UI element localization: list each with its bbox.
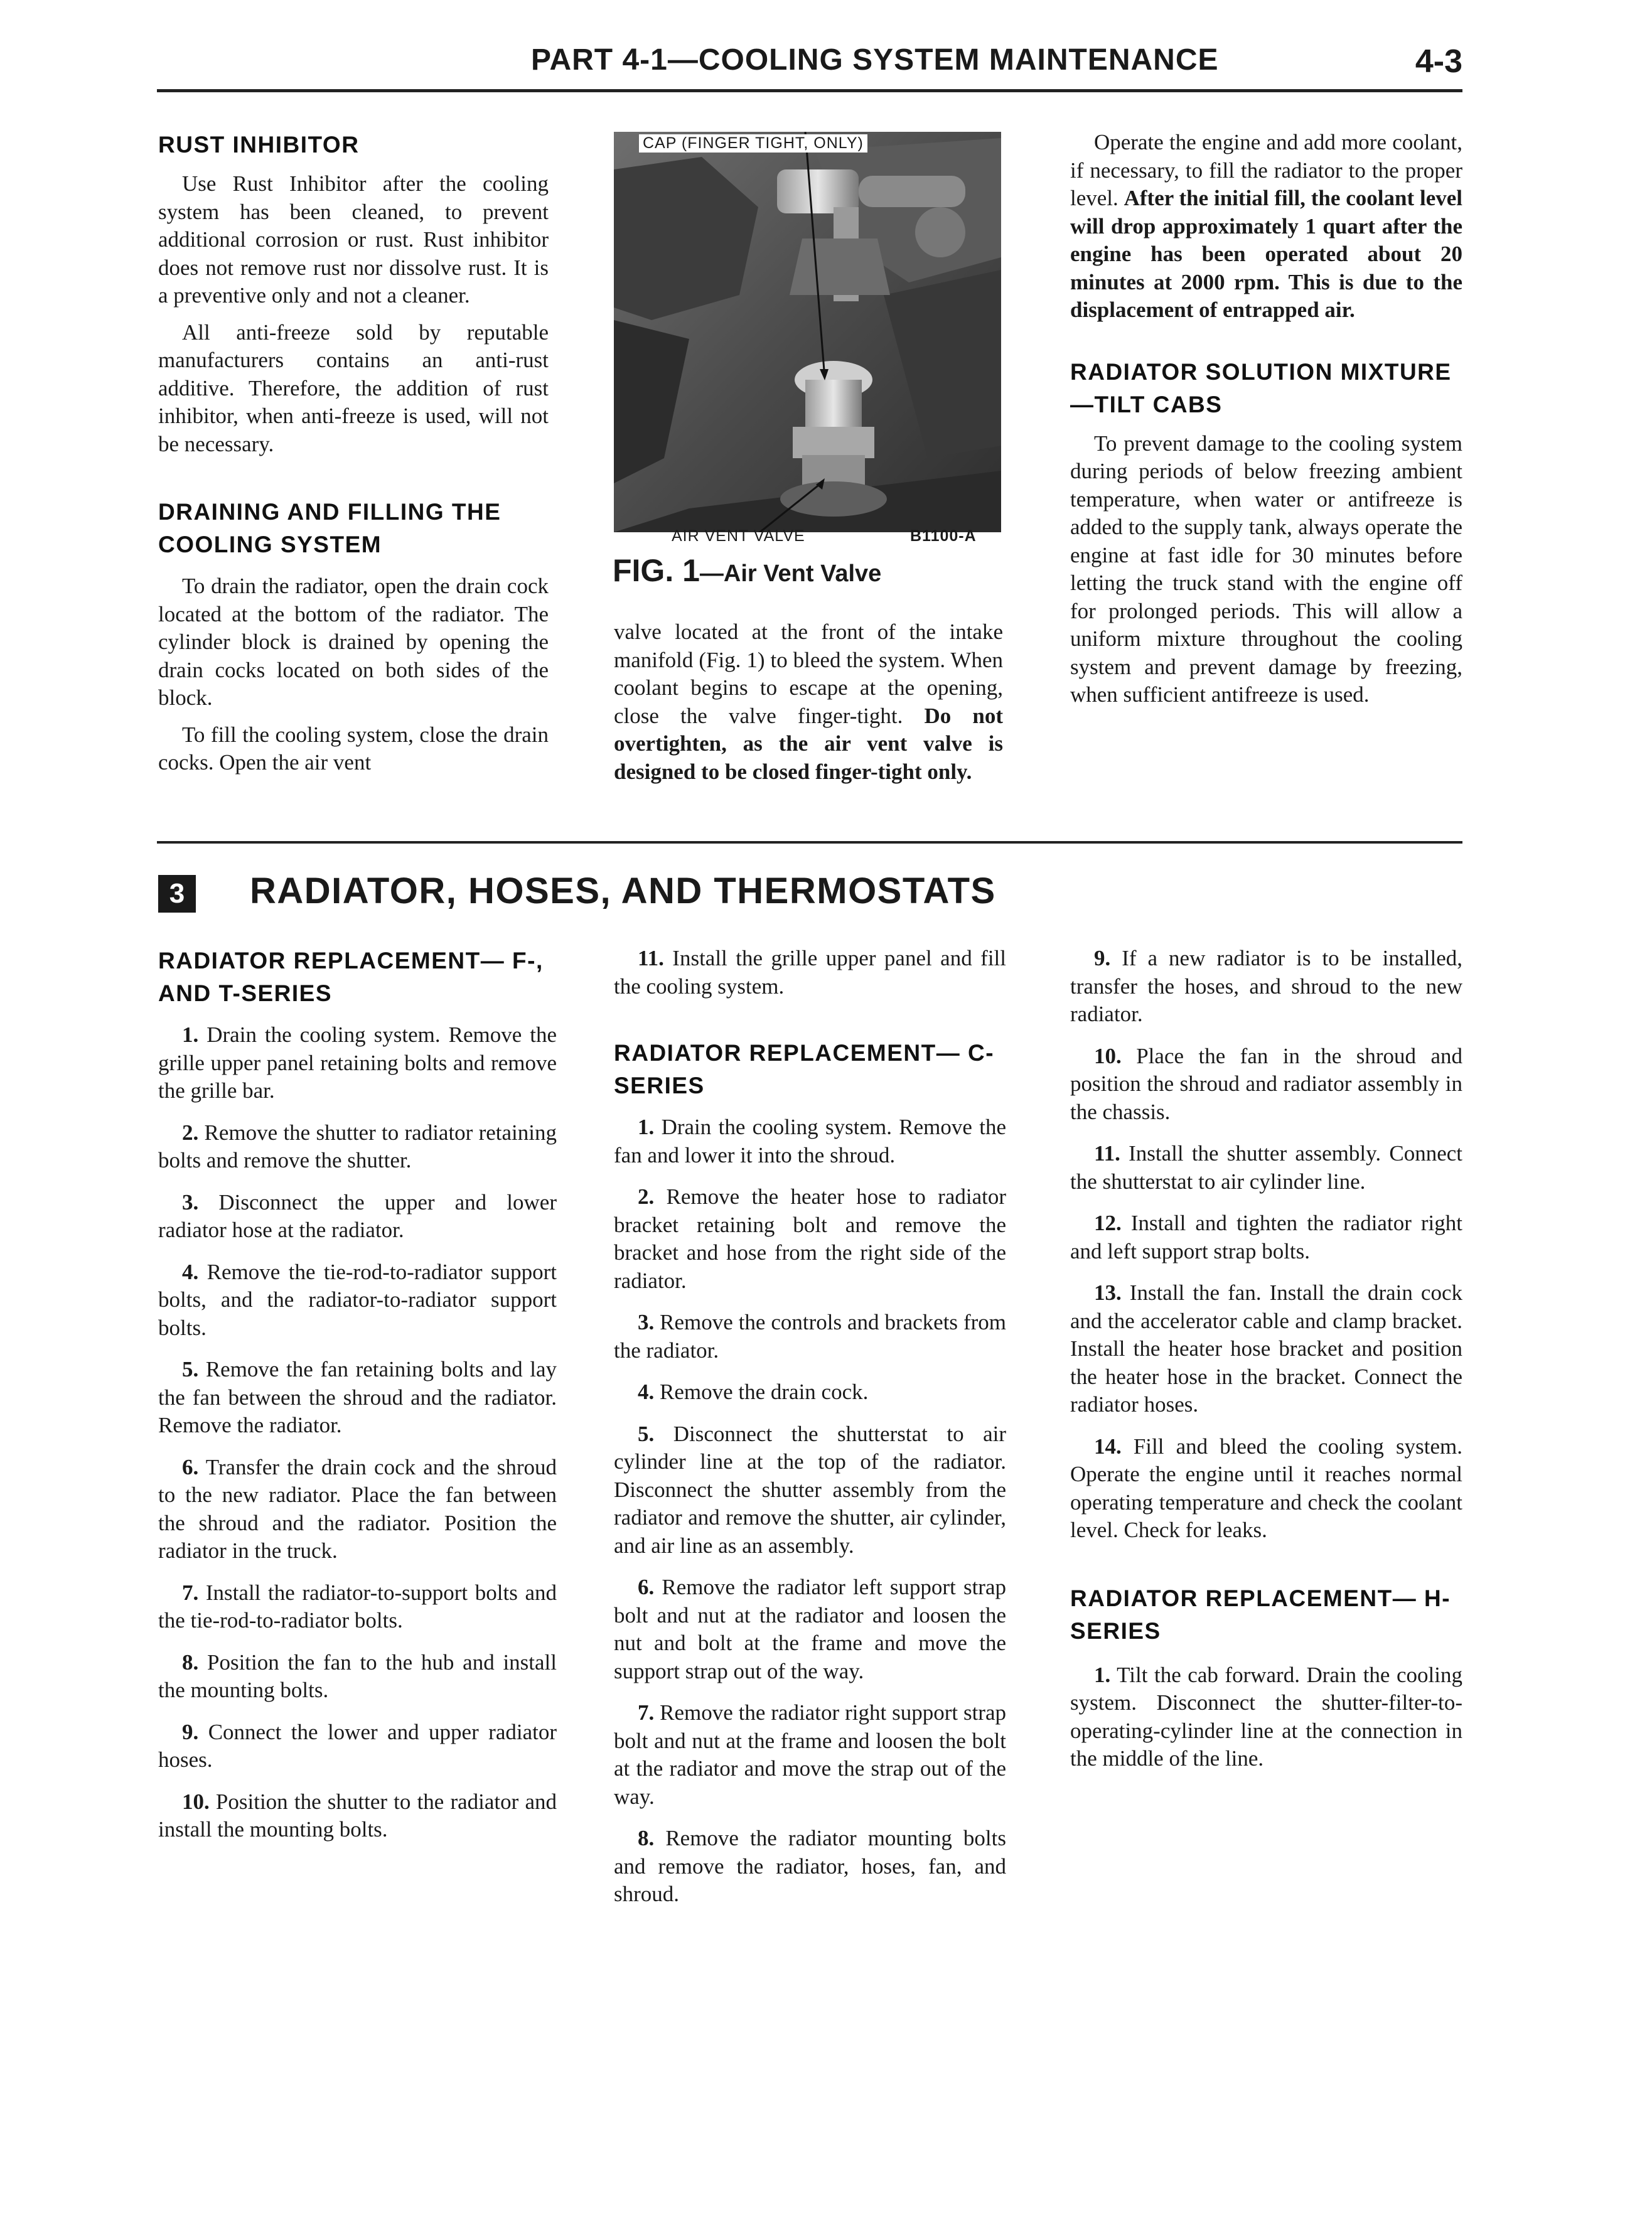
step-item — [1070, 1140, 1462, 1196]
step-text: Remove the fan retaining bolts and lay the fan between the shroud and the radiator. Remove the radiator. — [158, 1357, 557, 1437]
step-item — [614, 945, 1006, 1000]
step-number: 12. — [1094, 1211, 1122, 1235]
step-text: Remove the shutter to radiator retaining bolts and remove the shutter. — [158, 1120, 557, 1172]
step-item — [1070, 1209, 1462, 1265]
step-text: Remove the radiator mounting bolts and remove the radiator, hoses, fan, and shroud. — [614, 1826, 1007, 1906]
step-list — [1070, 945, 1462, 1545]
step-item — [158, 1579, 557, 1635]
step-text: Remove the radiator right support strap bolt and nut at the frame and loosen the bolt at the radiator and move the strap out of the way. — [614, 1700, 1006, 1809]
heading-replacement-ft-series: RADIATOR REPLACEMENT— F-, AND T-SERIES — [158, 948, 544, 1006]
heading-rust-inhibitor: RUST INHIBITOR — [158, 132, 360, 158]
step-number: 11. — [638, 946, 664, 970]
step-number: 7. — [638, 1700, 655, 1725]
step-number: 9. — [182, 1719, 199, 1744]
step-text: Install the grille upper panel and fill the cooling system. — [614, 946, 1007, 999]
step-text: Install the shutter assembly. Connect the shutterstat to air cylinder line. — [1070, 1141, 1463, 1194]
paragraph: To drain the radiator, open the drain cock located at the bottom of the radiator. The cylinder block is drained by opening the drain cocks located on both sides of the block. — [158, 574, 549, 710]
step-list — [158, 1021, 557, 1844]
step-item — [614, 1113, 1006, 1169]
section-number-box: 3 — [158, 875, 196, 913]
column-bottom-right — [1070, 945, 1462, 1773]
step-item — [1070, 945, 1462, 1029]
step-text: Remove the radiator left support strap bolt and nut at the radiator and loosen the nut and bolt at the frame and move the support strap out of the way. — [614, 1575, 1006, 1683]
step-number: 1. — [182, 1022, 199, 1047]
figure-label-air-vent-valve: AIR VENT VALVE — [672, 527, 805, 545]
heading-replacement-c-series: RADIATOR REPLACEMENT— C-SERIES — [614, 1040, 995, 1098]
emphasis: Do not overtighten, as the air vent valve is designed to be closed finger-tight only. — [614, 703, 1003, 784]
step-number: 8. — [182, 1649, 199, 1675]
heading-radiator-solution: RADIATOR SOLUTION MIXTURE—TILT CABS — [1070, 358, 1452, 417]
step-text: Disconnect the shutterstat to air cylinder line at the top of the radiator. Disconnect the shutter assembly from the radiator and remove the shutter, air cylinder, and air line as an assembly. — [614, 1421, 1006, 1558]
step-text: Remove the heater hose to radiator bracket retaining bolt and remove the bracket and hose from the right side of the radiator. — [614, 1184, 1006, 1293]
figure-number: FIG. 1 — [613, 553, 700, 588]
step-number: 2. — [638, 1184, 655, 1209]
step-item — [158, 1119, 557, 1175]
step-number: 4. — [638, 1380, 655, 1404]
column-top-middle — [614, 618, 1003, 786]
heading-replacement-h-series: RADIATOR REPLACEMENT— H-SERIES — [1070, 1585, 1451, 1644]
running-head-title: PART 4-1—COOLING SYSTEM MAINTENANCE — [531, 43, 1219, 77]
step-item — [614, 1420, 1006, 1560]
step-text: Install and tighten the radiator right and left support strap bolts. — [1070, 1211, 1463, 1263]
section-title: RADIATOR, HOSES, AND THERMOSTATS — [250, 871, 996, 911]
step-item — [614, 1574, 1006, 1685]
step-number: 10. — [1094, 1043, 1122, 1068]
step-number: 8. — [638, 1826, 655, 1850]
step-item — [158, 1189, 557, 1245]
step-text: Place the fan in the shroud and position the shroud and radiator assembly in the chassis. — [1070, 1043, 1462, 1124]
page-number: 4-3 — [1415, 43, 1462, 80]
step-item — [158, 1788, 557, 1844]
step-text: Disconnect the upper and lower radiator hose at the radiator. — [158, 1189, 557, 1242]
column-top-left — [158, 129, 549, 777]
step-text: Drain the cooling system. Remove the grille upper panel retaining bolts and remove the grille bar. — [158, 1022, 557, 1103]
step-number: 14. — [1094, 1434, 1122, 1459]
step-item — [158, 1719, 557, 1774]
step-text: Remove the drain cock. — [660, 1380, 869, 1404]
step-item — [158, 1356, 557, 1440]
step-number: 5. — [182, 1357, 199, 1381]
header-rule — [157, 89, 1462, 92]
paragraph — [1070, 129, 1462, 324]
paragraph — [614, 618, 1003, 786]
step-text: Position the shutter to the radiator and install the mounting bolts. — [158, 1789, 557, 1842]
step-text: If a new radiator is to be installed, transfer the hoses, and shroud to the new radiator. — [1070, 946, 1462, 1026]
paragraph: All anti-freeze sold by reputable manufacturers contains an anti-rust additive. Therefore, the addition of rust inhibitor, when anti-freeze is used, will not be necessary. — [158, 319, 549, 456]
step-number: 3. — [182, 1189, 199, 1215]
step-item — [614, 1183, 1006, 1295]
step-item — [158, 1454, 557, 1565]
step-text: Position the fan to the hub and install the mounting bolts. — [158, 1649, 557, 1702]
paragraph: To fill the cooling system, close the drain cocks. Open the air vent — [158, 722, 549, 775]
step-item — [1070, 1043, 1462, 1127]
step-text: Fill and bleed the cooling system. Operate the engine until it reaches normal operating temperature and check the coolant level. Check for leaks. — [1070, 1434, 1462, 1542]
step-item — [614, 1699, 1006, 1811]
step-item — [1070, 1279, 1462, 1419]
step-number: 1. — [1094, 1662, 1111, 1687]
step-item — [614, 1378, 1006, 1407]
step-number: 6. — [638, 1575, 655, 1599]
step-text: Transfer the drain cock and the shroud to the new radiator. Place the fan between the shroud and the radiator. Position the radiator in the truck. — [158, 1454, 557, 1563]
step-text: Install the radiator-to-support bolts and the tie-rod-to-radiator bolts. — [158, 1580, 557, 1633]
figure-caption-cap: CAP (FINGER TIGHT, ONLY) — [639, 134, 867, 153]
figure-id: B1100-A — [910, 527, 977, 545]
step-number: 11. — [1094, 1141, 1120, 1166]
step-text: Tilt the cab forward. Drain the cooling system. Disconnect the shutter-filter-to-operating-cylinder line at the connection in the middle of the line. — [1070, 1662, 1462, 1771]
step-number: 4. — [182, 1259, 199, 1284]
step-text: Remove the controls and brackets from the radiator. — [614, 1310, 1006, 1363]
step-item — [614, 1309, 1006, 1365]
figure-photo-air-vent-valve — [614, 132, 1001, 532]
step-number: 3. — [638, 1310, 655, 1334]
column-bottom-middle — [614, 945, 1006, 1909]
step-item — [158, 1649, 557, 1705]
emphasis: After the initial fill, the coolant level will drop approximately 1 quart after the engine has been operated about 20 minutes at 2000 rpm. This is due to the displacement of entrapped air. — [1070, 186, 1462, 322]
section-rule — [157, 841, 1462, 844]
step-item — [1070, 1661, 1462, 1773]
step-number: 2. — [182, 1120, 199, 1145]
step-number: 9. — [1094, 946, 1111, 970]
step-number: 10. — [182, 1789, 210, 1814]
step-number: 6. — [182, 1454, 199, 1479]
text: Operate the engine and add more coolant, if necessary, to fill the radiator to the proper level. — [1070, 130, 1462, 210]
column-bottom-left — [158, 945, 557, 1844]
step-item — [1070, 1433, 1462, 1545]
step-item — [614, 1825, 1006, 1909]
step-item — [158, 1021, 557, 1105]
paragraph: To prevent damage to the cooling system during periods of below freezing ambient temperature, when water or antifreeze is added to the supply tank, always operate the engine at fast idle for 30 minutes before letting the truck stand with the engine off for prolonged periods. This will allow a uniform mixture throughout the cooling system and prevent damage by freezing, when sufficient antifreeze is used. — [1070, 431, 1462, 707]
step-text: Install the fan. Install the drain cock and the accelerator cable and clamp bracket. Install the heater hose bracket and position the heater hose in the bracket. Connect the radiator hoses. — [1070, 1280, 1462, 1417]
text: valve located at the front of the intake manifold (Fig. 1) to bleed the system. When coolant begins to escape at the opening, close the valve finger-tight. — [614, 619, 1003, 728]
step-text: Connect the lower and upper radiator hoses. — [158, 1719, 557, 1772]
paragraph: Use Rust Inhibitor after the cooling system has been cleaned, to prevent additional corrosion or rust. Rust inhibitor does not remove rust nor dissolve rust. It is a preventive only and not a cleaner. — [158, 171, 549, 308]
step-number: 7. — [182, 1580, 199, 1605]
step-list — [614, 1113, 1006, 1909]
heading-draining-filling: DRAINING AND FILLING THE COOLING SYSTEM — [158, 499, 501, 557]
running-head — [157, 43, 1462, 87]
figure-title — [613, 552, 881, 589]
step-text: Drain the cooling system. Remove the fan and lower it into the shroud. — [614, 1115, 1006, 1167]
step-item — [158, 1258, 557, 1343]
step-number: 13. — [1094, 1280, 1122, 1305]
step-number: 5. — [638, 1421, 655, 1446]
step-number: 1. — [638, 1115, 655, 1139]
step-text: Remove the tie-rod-to-radiator support bolts, and the radiator-to-radiator support bolts. — [158, 1259, 557, 1340]
engine-photo — [614, 132, 1001, 532]
figure-title-text: —Air Vent Valve — [699, 560, 882, 587]
column-top-right — [1070, 129, 1462, 709]
